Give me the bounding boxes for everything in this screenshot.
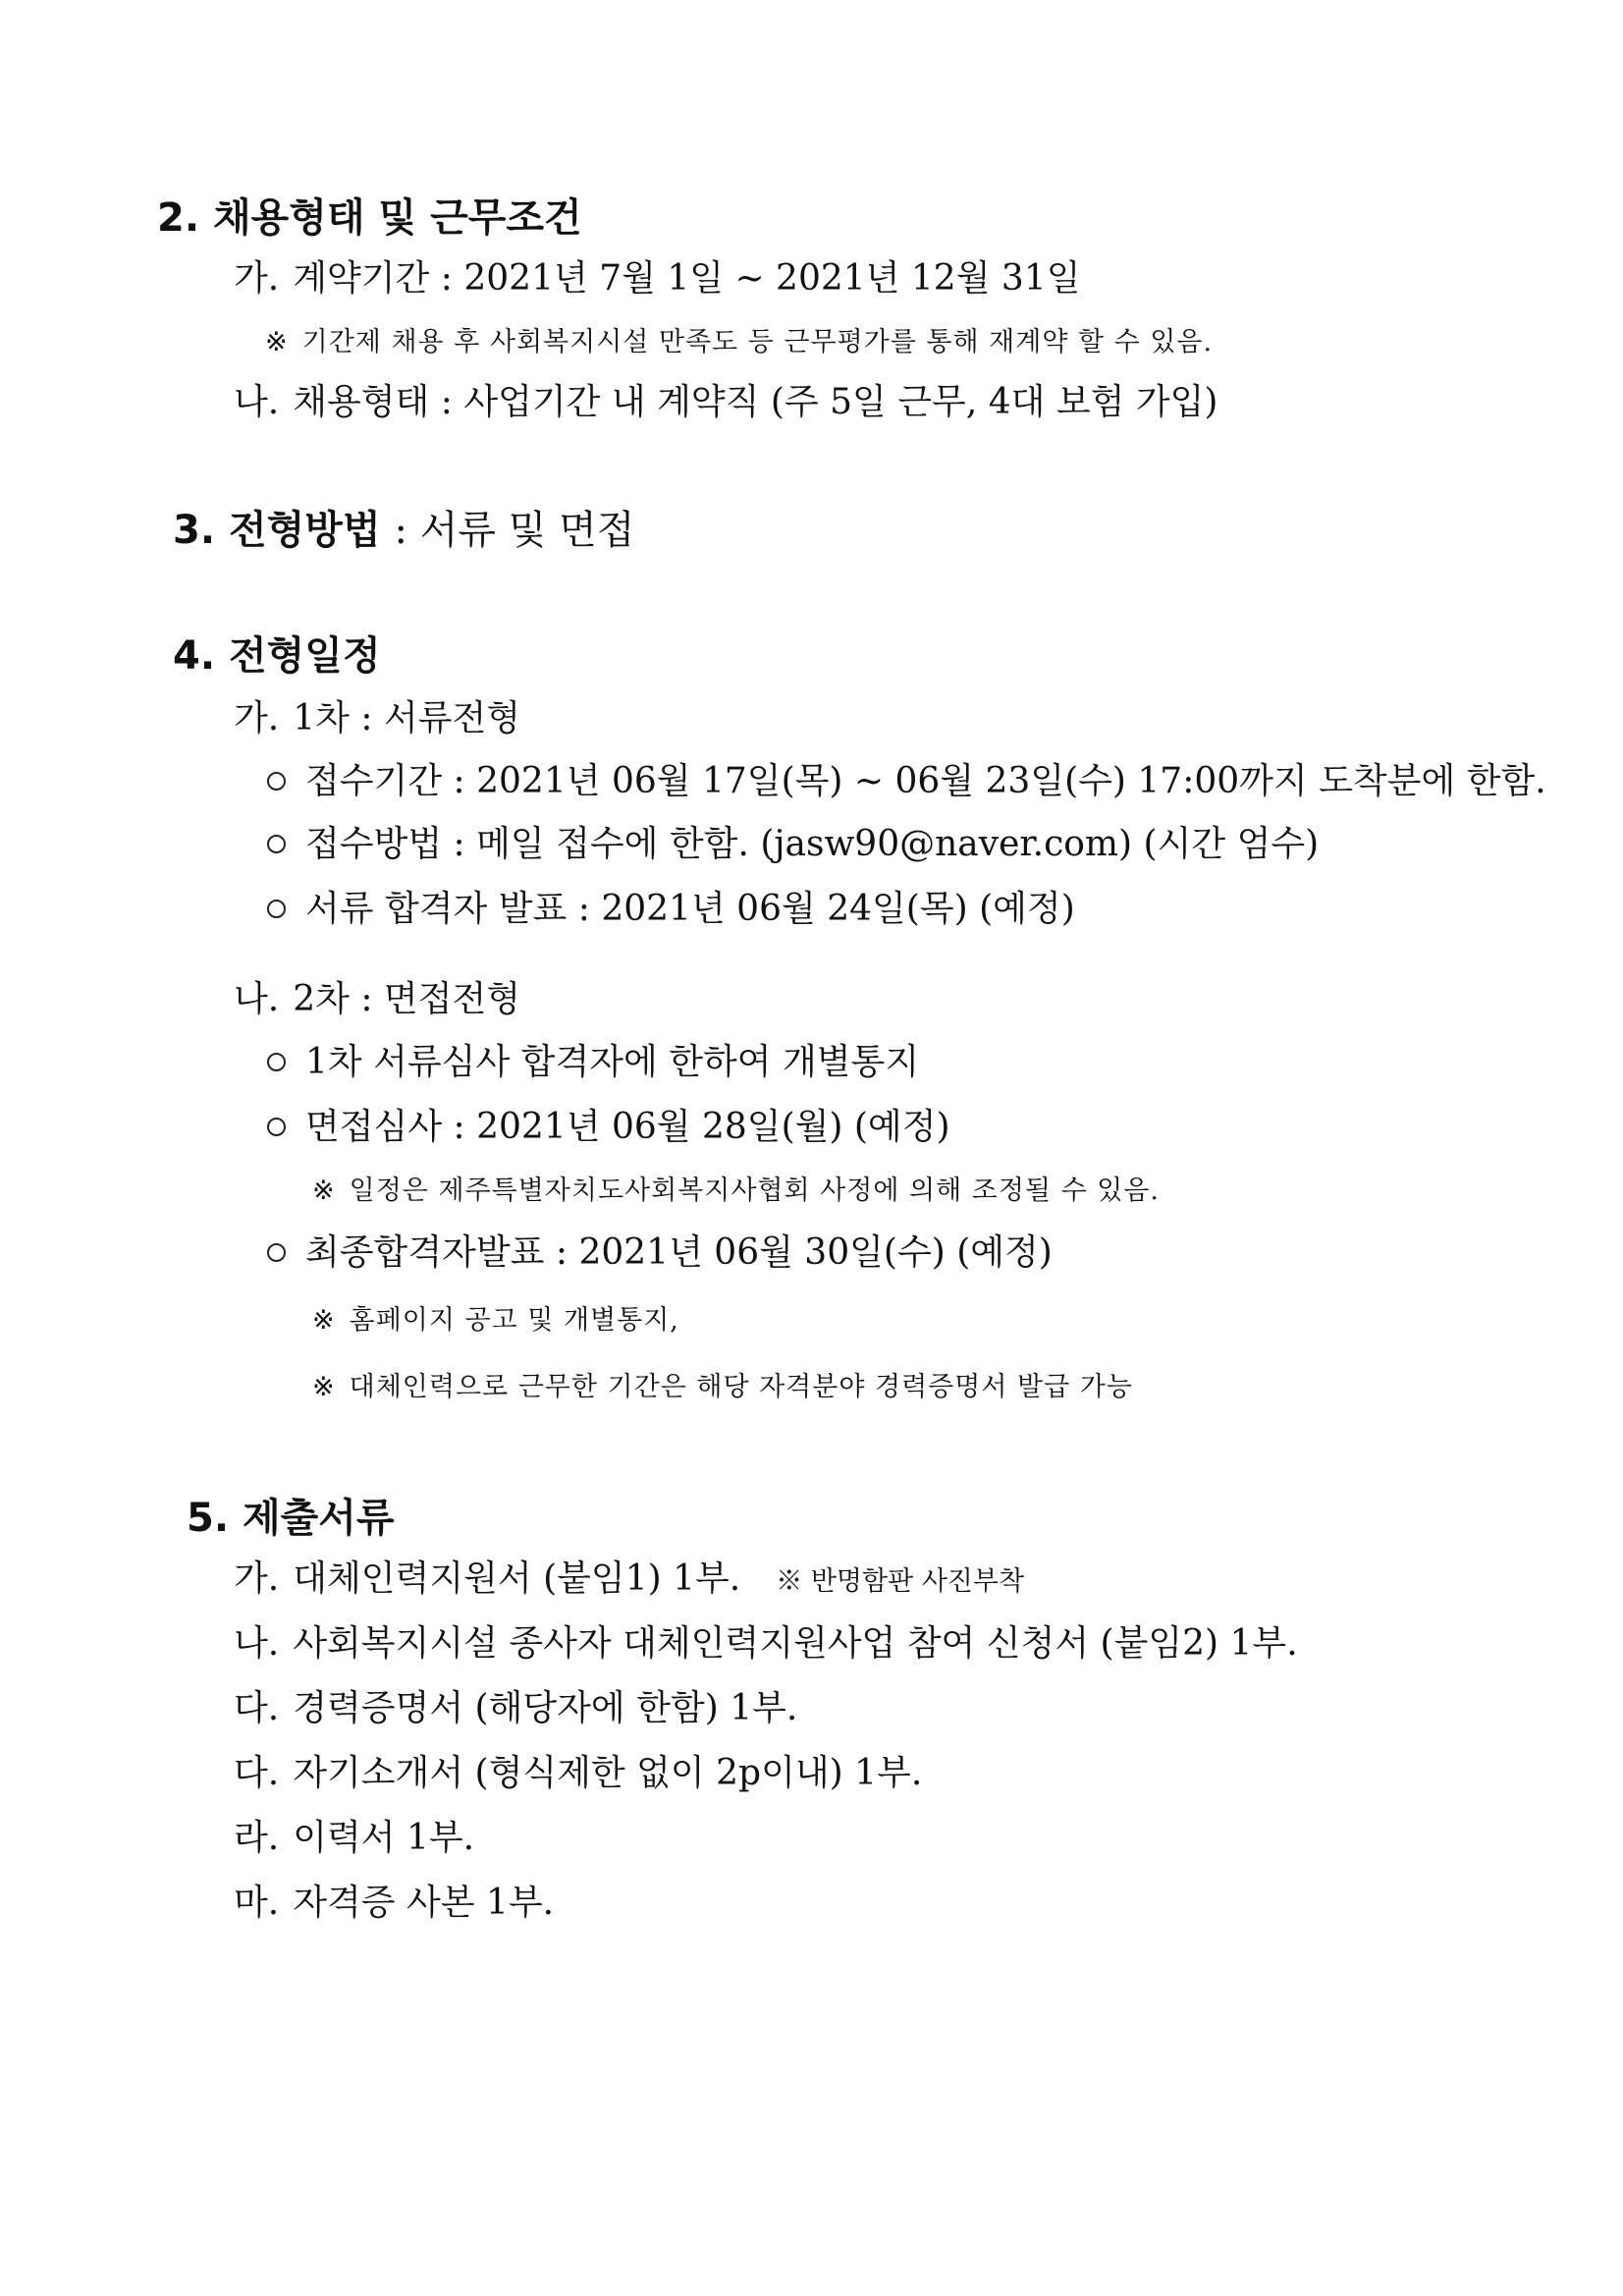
item-text: 자기소개서 (형식제한 없이 2p이내) 1부.	[293, 1753, 923, 1793]
stage-2-bullet	[267, 1043, 919, 1082]
stage-1-bullet	[267, 890, 1075, 929]
item-marker: 나.	[234, 382, 280, 422]
reference-mark: ※	[312, 1175, 336, 1206]
item-text: 1차 : 서류전형	[293, 698, 521, 738]
section-number: 3.	[173, 508, 216, 553]
item-marker: 다.	[234, 1688, 280, 1728]
item-text: 2차 : 면접전형	[293, 979, 521, 1019]
section-5-heading	[187, 1497, 395, 1540]
reference-mark: ※	[312, 1305, 336, 1336]
item-marker: 나.	[234, 979, 280, 1019]
item-text: 경력증명서 (해당자에 한함) 1부.	[293, 1688, 798, 1728]
circle-bullet-icon	[267, 900, 286, 918]
stage-2-note	[312, 1306, 679, 1336]
document-list-item	[234, 1819, 474, 1858]
item-text: 계약기간 : 2021년 7월 1일 ~ 2021년 12월 31일	[293, 258, 1081, 299]
bullet-text: 접수기간 : 2021년 06월 17일(목) ~ 06월 23일(수) 17:00까지 도착분에 한함.	[305, 761, 1546, 801]
section-2-note	[265, 328, 1213, 357]
stage-1-heading	[234, 699, 520, 738]
section-4-heading	[173, 634, 381, 678]
bullet-text: 1차 서류심사 합격자에 한하여 개별통지	[305, 1042, 920, 1082]
section-title: 전형방법	[229, 508, 381, 553]
stage-2-bullet	[267, 1108, 950, 1147]
bullet-text: 최종합격자발표 : 2021년 06월 30일(수) (예정)	[305, 1232, 1053, 1273]
document-list-item	[234, 1689, 797, 1728]
section-title: 전형일정	[229, 633, 381, 679]
item-marker: 라.	[234, 1818, 280, 1858]
circle-bullet-icon	[267, 835, 286, 853]
stage-1-bullet	[267, 825, 1319, 864]
section-number: 5.	[187, 1496, 230, 1541]
document-list-item	[234, 1624, 1298, 1664]
bullet-text: 면접심사 : 2021년 06월 28일(월) (예정)	[305, 1107, 950, 1147]
item-text: 이력서 1부.	[293, 1818, 475, 1858]
circle-bullet-icon	[267, 1053, 286, 1071]
document-list-item	[234, 1754, 922, 1793]
stage-2-bullet	[267, 1233, 1053, 1273]
bullet-text: 접수방법 : 메일 접수에 한함. (jasw90@naver.com) (시간 엄수)	[305, 824, 1320, 864]
section-2-item-b	[234, 383, 1217, 422]
item-text: 사회복지시설 종사자 대체인력지원사업 참여 신청서 (붙임2) 1부.	[293, 1623, 1298, 1664]
section-title: 채용형태 및 근무조건	[213, 195, 582, 241]
circle-bullet-icon	[267, 1243, 286, 1262]
circle-bullet-icon	[267, 772, 286, 791]
section-2-heading	[157, 196, 582, 240]
item-marker: 가.	[234, 698, 280, 738]
note-text: 기간제 채용 후 사회복지시설 만족도 등 근무평가를 통해 재계약 할 수 있음.	[301, 327, 1214, 357]
bullet-text: 서류 합격자 발표 : 2021년 06월 24일(목) (예정)	[305, 889, 1075, 929]
item-text: 대체인력지원서 (붙임1) 1부.	[293, 1558, 741, 1599]
reference-mark: ※	[312, 1372, 336, 1402]
reference-mark: ※	[265, 327, 289, 357]
document-list-item	[234, 1559, 1024, 1599]
section-3-heading	[173, 509, 634, 552]
stage-2-note	[312, 1176, 1160, 1206]
item-text: 자격증 사본 1부.	[293, 1883, 555, 1923]
note-text: 일정은 제주특별자치도사회복지사협회 사정에 의해 조정될 수 있음.	[349, 1175, 1160, 1206]
section-number: 4.	[173, 633, 216, 679]
note-text: 대체인력으로 근무한 기간은 해당 자격분야 경력증명서 발급 가능	[349, 1372, 1133, 1402]
stage-2-heading	[234, 980, 520, 1019]
item-marker: 다.	[234, 1753, 280, 1793]
item-text: 채용형태 : 사업기간 내 계약직 (주 5일 근무, 4대 보험 가입)	[293, 382, 1218, 422]
note-text: 홈페이지 공고 및 개별통지,	[349, 1305, 679, 1336]
circle-bullet-icon	[267, 1118, 286, 1136]
document-list-item	[234, 1884, 554, 1923]
stage-2-note	[312, 1373, 1133, 1402]
item-marker: 마.	[234, 1883, 280, 1923]
item-marker: 가.	[234, 1558, 280, 1599]
section-detail: : 서류 및 면접	[394, 508, 635, 553]
section-number: 2.	[157, 195, 200, 241]
stage-1-bullet	[267, 762, 1546, 801]
section-2-item-a	[234, 259, 1081, 299]
item-note: ※ 반명함판 사진부착	[776, 1566, 1025, 1597]
item-marker: 가.	[234, 258, 280, 299]
section-title: 제출서류	[243, 1496, 395, 1541]
item-marker: 나.	[234, 1623, 280, 1664]
